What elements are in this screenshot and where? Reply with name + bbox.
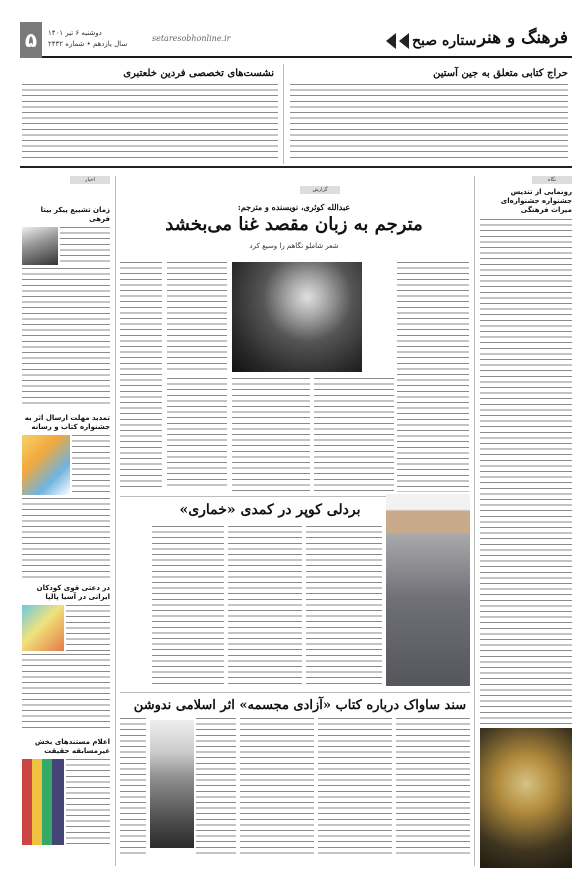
top-right-title: حراج کتابی متعلق به جین آستین	[433, 68, 568, 79]
logo-text: ستاره صبح	[412, 33, 477, 49]
column-tag: نگاه	[532, 176, 572, 184]
interview-body	[314, 378, 394, 492]
date-line: دوشنبه ۶ تیر ۱۴۰۱	[48, 29, 102, 37]
news-item-title: در دعتی قو‌ی کودکان ایرانی در آسیا پالپا	[36, 584, 110, 601]
section-rule	[120, 692, 470, 693]
top-left-title: نشست‌های تخصصی فردین خلعتبری	[123, 68, 274, 79]
documentary-posters	[22, 759, 64, 845]
bottom-body	[318, 718, 392, 858]
news-item-body	[66, 759, 110, 845]
page-header	[20, 22, 572, 58]
children-animation-poster	[22, 605, 64, 651]
interview-byline: شعر شاملو نگاهم را وسیع کرد	[249, 242, 339, 250]
column-tag: اخبار	[70, 176, 110, 184]
bradley-cooper-photo	[386, 494, 470, 686]
interview-body	[397, 262, 469, 492]
bottom-body	[240, 718, 314, 858]
issue-line: سال یازدهم • شماره ۲۴۳۲	[48, 40, 128, 48]
news-item	[22, 435, 110, 495]
site-url[interactable]: setaresobhonline.ir	[152, 34, 231, 43]
newspaper-logo	[386, 30, 486, 52]
bottom-body	[196, 718, 236, 858]
news-item-body	[60, 227, 110, 265]
right-column-title: رونمایی از تندیس جشنواره جشنواره‌ای میراث فرهنگی	[500, 188, 572, 214]
news-item-title: تمدید مهلت ارسال اثر به جشنواره کتاب و رسانه	[24, 414, 110, 431]
interview-title: مترجم به زبان مقصد غنا می‌بخشد	[165, 214, 423, 235]
feature-body	[306, 526, 382, 688]
bottom-body	[396, 718, 470, 858]
left-column	[22, 176, 110, 866]
interview-kicker: عبدالله کوثری، نویسنده و مترجم:	[237, 202, 351, 212]
news-item-body	[22, 498, 110, 578]
feature-title: بردلی کوپر در کمدی «خماری»	[179, 502, 361, 518]
bita-farrahi-photo	[22, 227, 58, 265]
interview-tag: گزارش	[300, 186, 340, 194]
eslami-nadoushan-photo	[150, 720, 194, 848]
right-column	[480, 176, 572, 856]
bottom-title: سند ساواک درباره کتاب «آزادی مجسمه» اثر اسلامی ندوشن	[133, 698, 467, 713]
news-item	[22, 759, 110, 845]
section-title: فرهنگ و هنر	[477, 28, 568, 48]
left-col-divider	[115, 176, 116, 866]
page-number: ۵	[20, 22, 42, 58]
feature-body	[228, 526, 302, 688]
festival-poster	[22, 435, 70, 495]
interview-body	[120, 262, 162, 487]
news-item-body	[22, 268, 110, 408]
top-right-body	[290, 84, 568, 160]
kowsari-photo	[232, 262, 362, 372]
news-item-body	[72, 435, 110, 495]
play-arrow-icon	[399, 33, 409, 49]
top-left-body	[22, 84, 278, 160]
news-item-body	[22, 654, 110, 732]
date-block	[48, 28, 127, 50]
statue-photo	[480, 728, 572, 868]
interview-body	[167, 262, 227, 372]
right-column-body	[480, 219, 572, 724]
play-arrow-icon	[386, 33, 396, 49]
news-item-body	[66, 605, 110, 651]
news-item	[22, 605, 110, 651]
top-divider	[283, 64, 284, 164]
news-item-title: زمان تشییع پیکر بیتا فرهی	[40, 206, 110, 223]
news-item-title: اعلام مستندهای بخش غیرمسابقه حقیقت	[34, 738, 110, 755]
interview-body	[232, 378, 310, 492]
feature-body	[152, 526, 224, 688]
interview-body	[167, 378, 227, 488]
bottom-body	[120, 718, 146, 858]
top-strip-bottom-rule	[20, 166, 572, 168]
news-item	[22, 227, 110, 265]
right-col-divider	[474, 176, 475, 866]
